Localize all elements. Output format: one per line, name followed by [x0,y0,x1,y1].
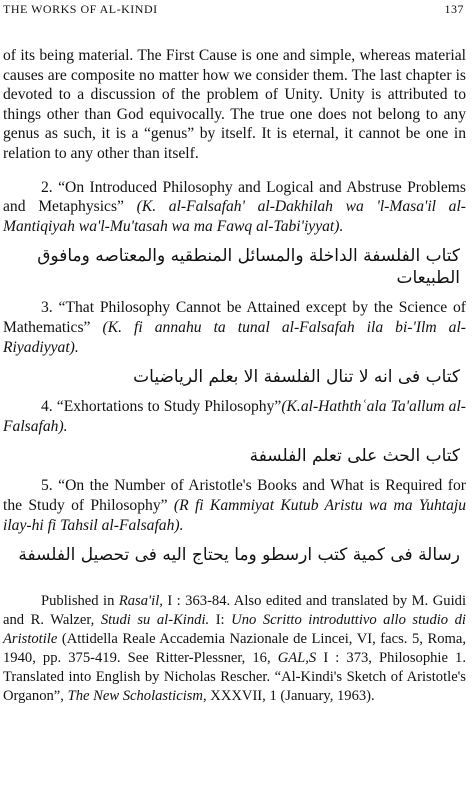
note-text: I : 363-84. Also edited and translated by M. Guidi and R. Walzer, [3,593,467,629]
item-arabic-title: كتاب فى انه لا تنال الفلسفة الا بعلم الرياضيات [133,367,460,388]
publication-note [3,592,466,706]
note-italic: The New Scholasticism [67,688,203,705]
item-transliteration: (K. fi annahu ta tunal al-Falsafah ila bi-'Ilm al-Riyadiyyat). [3,318,466,356]
paragraph-unity: of its being material. The First Cause is one and simple, whereas material causes are composite no matter how we consider them. The last chapter is devoted to a discussion of the problem of Unity. Unity is attributed to things other than God equivocally. The true one does not belong to any genus as such, it is a “genus” by itself. It is eternal, it cannot be one in relation to any other than itself. [3,47,466,162]
note-italic: GAL,S [277,650,317,667]
work-item-3 [3,298,466,357]
item-title: “That Philosophy Cannot be Attained except by the Science of Mathematics” [3,299,466,336]
note-italic: Rasa'il, [118,593,163,610]
work-item-4 [3,397,466,436]
item-transliteration: (K. al-Falsafah' al-Dakhilah wa 'l-Masa'il al-Mantiqiyah wa'l-Mu'tasah wa ma Fawq al-Tabi'iyyat). [3,198,466,235]
item-transliteration: (R fi Kammiyat Kutub Aristu wa ma Yuhtaju ilay-hi fi Tahsil al-Falsafah). [3,496,467,534]
note-text: Published in [41,593,119,610]
running-title: THE WORKS OF AL-KINDI [3,2,158,16]
note-text: I: [209,612,232,629]
item-arabic-title: كتاب الحث على تعلم الفلسفة [249,446,460,467]
running-header [3,2,464,18]
item-number: 4. [41,398,53,416]
item-arabic-title: كتاب الفلسفة الداخلة والمسائل المنطقيه والمعتاصه ومافوق الطبيعات [37,246,460,289]
item-title: “Exhortations to Study Philosophy” [56,398,282,416]
item-title: “On Introduced Philosophy and Logical and Abstruse Problems and Metaphysics” [3,178,466,216]
page-body [3,46,466,706]
work-item-5 [3,476,466,535]
page-number: 137 [444,2,464,16]
item-arabic-title: رسالة فى كمية كتب ارسطو وما يحتاج اليه فى تحصيل الفلسفة [18,545,460,566]
note-italic: Uno Scritto introduttivo allo studio di Aristotile [3,612,466,648]
work-item-2 [3,178,466,237]
note-text: I : 373, Philosophie 1. Translated into English by Nicholas Rescher. “Al-Kindi's Sketch of Aristotle's Organon”, [3,650,466,705]
item-number: 2. [41,178,53,196]
note-italic: Studi su al-Kindi. [100,612,210,629]
note-text: (Attidella Reale Accademia Nazionale de Lincei, VI, facs. 5, Roma, 1940, pp. 375-419. See Ritter-Plessner, 16, [3,631,466,667]
item-number: 5. [41,477,53,495]
item-number: 3. [41,299,53,317]
note-text: , XXXVII, 1 (January, 1963). [202,688,375,705]
item-transliteration: (K.al-Haththʿala Ta'allum al-Falsafah). [3,398,466,435]
item-title: “On the Number of Aristotle's Books and What is Required for the Study of Philosophy” [3,477,466,514]
